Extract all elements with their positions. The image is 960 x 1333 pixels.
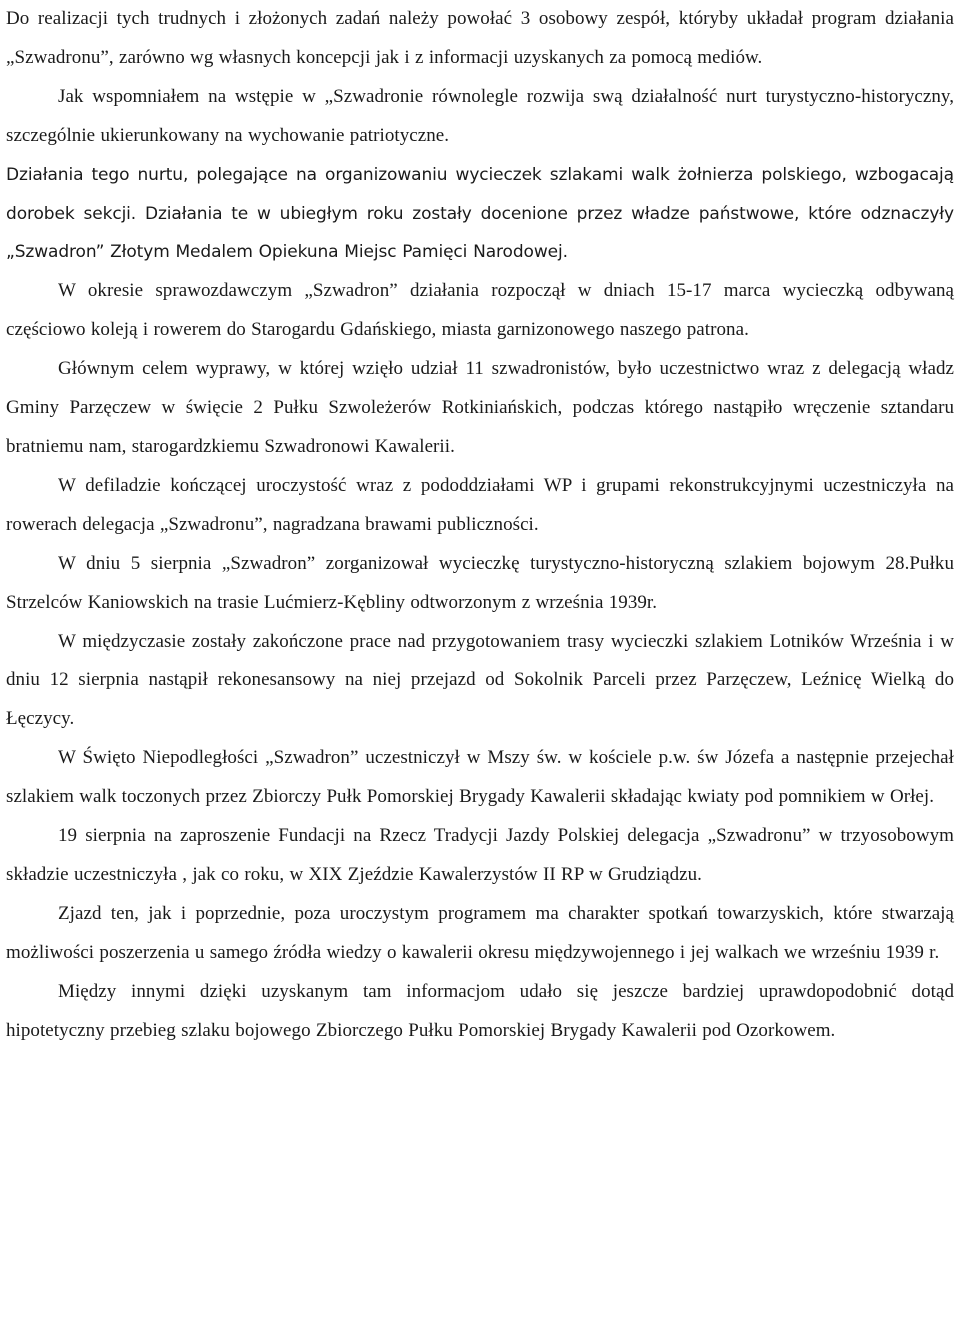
- paragraph-aviators-route: W międzyczasie zostały zakończone prace nad przygotowaniem trasy wycieczki szlakiem Lotników Września i w dniu 12 sierpnia nastąpił rekonesansowy na niej przejazd od Sokolnik Parceli przez Parzęczew, Leźnicę Wielką do Łęczycy.: [6, 630, 954, 730]
- paragraph-activities-award: Działania tego nurtu, polegające na organizowaniu wycieczek szlakami walk żołnierza polskiego, wzbogacają dorobek sekcji. Działania te w ubiegłym roku zostały docenione przez władze państwowe, które odznaczyły „Szwadron” Złotym Medalem Opiekuna Miejsc Pamięci Narodowej.: [6, 164, 954, 263]
- paragraph-independence-day: W Święto Niepodległości „Szwadron” uczestniczył w Mszy św. w kościele p.w. św Józefa a następnie przejechał szlakiem walk toczonych przez Zbiorczy Pułk Pomorskiej Brygady Kawalerii składając kwiaty pod pomnikiem w Orłej.: [6, 747, 954, 808]
- paragraph-team-proposal: Do realizacji tych trudnych i złożonych zadań należy powołać 3 osobowy zespół, któryby układał program działania „Szwadronu”, zarówno wg własnych koncepcji jak i z informacji uzyskanych za pomocą mediów.: [6, 8, 954, 68]
- paragraph-expedition-goal: Głównym celem wyprawy, w której wzięło udział 11 szwadronistów, było uczestnictwo wraz z delegacją władz Gminy Parzęczew w święcie 2 Pułku Szwoleżerów Rotkiniańskich, podczas którego nastąpiło wręczenie sztandaru bratniemu nam, starogardzkiemu Szwadronowi Kawalerii.: [6, 358, 954, 457]
- document-page: [6, 0, 954, 1050]
- paragraph-parade: W defiladzie kończącej uroczystość wraz z pododdziałami WP i grupami rekonstrukcyjnymi uczestniczyła na rowerach delegacja „Szwadronu”, nagradzana brawami publiczności.: [6, 474, 954, 535]
- paragraph-grudziadz-reunion: 19 sierpnia na zaproszenie Fundacji na Rzecz Tradycji Jazdy Polskiej delegacja „Szwadronu” w trzyosobowym składzie uczestniczyła , jak co roku, w XIX Zjeździe Kawalerzystów II RP w Grudziądzu.: [6, 825, 954, 885]
- paragraph-march-trip: W okresie sprawozdawczym „Szwadron” działania rozpoczął w dniach 15-17 marca wycieczką odbywaną częściowo koleją i rowerem do Starogardu Gdańskiego, miasta garnizonowego naszego patrona.: [6, 280, 954, 341]
- paragraph-reunion-character: Zjazd ten, jak i poprzednie, poza uroczystym programem ma charakter spotkań towarzyskich, które stwarzają możliwości poszerzenia u samego źródła wiedzy o kawalerii okresu międzywojennego i jej walkach we wrześniu 1939 r.: [6, 902, 954, 963]
- paragraph-battle-route: Między innymi dzięki uzyskanym tam informacjom udało się jeszcze bardziej uprawdopodobnić dotąd hipotetyczny przebieg szlaku bojowego Zbiorczego Pułku Pomorskiej Brygady Kawalerii pod Ozorkowem.: [6, 980, 954, 1041]
- paragraph-touring-history: Jak wspomniałem na wstępie w „Szwadronie równolegle rozwija swą działalność nurt turystyczno-historyczny, szczególnie ukierunkowany na wychowanie patriotyczne.: [6, 85, 954, 146]
- paragraph-august-trip: W dniu 5 sierpnia „Szwadron” zorganizował wycieczkę turystyczno-historyczną szlakiem bojowym 28.Pułku Strzelców Kaniowskich na trasie Lućmierz-Kębliny odtworzonym z września 1939r.: [6, 552, 954, 613]
